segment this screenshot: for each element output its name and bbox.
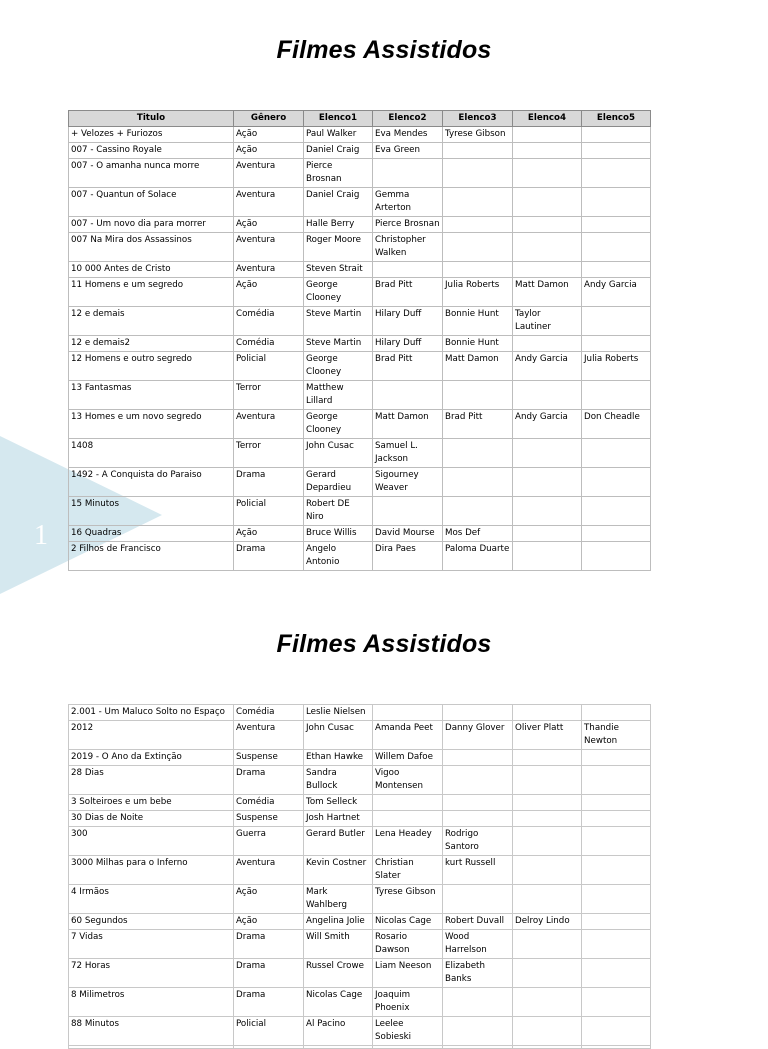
table-cell: Bonnie Hunt <box>443 336 513 352</box>
table-cell: George Clooney <box>304 278 373 307</box>
table-cell <box>443 381 513 410</box>
table-cell: Steve Martin <box>304 336 373 352</box>
table-cell <box>513 811 582 827</box>
table-row <box>69 262 651 278</box>
table-cell: Christopher Walken <box>373 233 443 262</box>
table-cell: Angelo Antonio <box>304 542 373 571</box>
table-cell: 2 Filhos de Francisco <box>69 542 234 571</box>
table-cell: David Mourse <box>373 526 443 542</box>
table-cell <box>582 750 651 766</box>
table-cell: Policial <box>234 352 304 381</box>
table-row <box>69 811 651 827</box>
column-header: Titulo <box>69 111 234 127</box>
table-cell <box>443 1046 513 1049</box>
table-row <box>69 410 651 439</box>
table-cell: Ação <box>234 127 304 143</box>
table-cell: Don Cheadle <box>582 410 651 439</box>
table-cell <box>513 381 582 410</box>
table-cell: Gerard Depardieu <box>304 468 373 497</box>
table-cell <box>443 143 513 159</box>
table-cell <box>443 159 513 188</box>
table-cell <box>513 497 582 526</box>
table-cell: 2.001 - Um Maluco Solto no Espaço <box>69 705 234 721</box>
table-cell: Kevin Costner <box>304 856 373 885</box>
table-cell: Sigourney Weaver <box>373 468 443 497</box>
table-cell: Eva Green <box>373 143 443 159</box>
table-row <box>69 381 651 410</box>
table-cell: Rodrigo Santoro <box>443 827 513 856</box>
table-cell <box>582 143 651 159</box>
table-cell <box>443 811 513 827</box>
table-cell <box>443 468 513 497</box>
table-cell <box>582 262 651 278</box>
table-cell: Ação <box>234 526 304 542</box>
table-cell: Halle Berry <box>304 217 373 233</box>
table-cell: Samuel L. Jackson <box>373 439 443 468</box>
table-cell: Hilary Duff <box>373 307 443 336</box>
table-cell <box>582 705 651 721</box>
page-title: Filmes Assistidos <box>276 630 492 658</box>
table-cell <box>582 542 651 571</box>
table-cell <box>582 217 651 233</box>
table-cell: Policial <box>234 1017 304 1046</box>
table-cell: 60 Segundos <box>69 914 234 930</box>
table-cell <box>513 1017 582 1046</box>
table-row <box>69 1017 651 1046</box>
table-cell: 11 Homens e um segredo <box>69 278 234 307</box>
table-cell: Bonnie Hunt <box>443 307 513 336</box>
table-cell: Hilary Duff <box>373 336 443 352</box>
table-cell: Robert Duvall <box>443 914 513 930</box>
table-cell <box>443 1017 513 1046</box>
table-cell <box>582 1017 651 1046</box>
table-cell <box>582 526 651 542</box>
table-row <box>69 188 651 217</box>
table-row <box>69 497 651 526</box>
page-gap <box>0 594 768 610</box>
table-row <box>69 885 651 914</box>
table-cell: Matt Damon <box>373 410 443 439</box>
table-cell: Danny Glover <box>443 721 513 750</box>
table-row <box>69 233 651 262</box>
table-cell <box>513 468 582 497</box>
table-cell: Suspense <box>234 750 304 766</box>
table-row <box>69 827 651 856</box>
slide-number: 1 <box>34 520 48 551</box>
table-cell <box>373 1046 443 1049</box>
table-cell: Leelee Sobieski <box>373 1017 443 1046</box>
table-cell: 12 e demais2 <box>69 336 234 352</box>
table-cell <box>582 885 651 914</box>
table-row <box>69 721 651 750</box>
table-cell <box>373 795 443 811</box>
table-cell <box>443 705 513 721</box>
table-cell: Comédia <box>234 705 304 721</box>
movies-table <box>68 704 651 1049</box>
table-cell: 16 Quadras <box>69 526 234 542</box>
table-cell: Eva Mendes <box>373 127 443 143</box>
table-header-row <box>69 111 651 127</box>
table-cell: + Velozes + Furiozos <box>69 127 234 143</box>
table-cell: John Cusac <box>304 439 373 468</box>
table-cell <box>582 930 651 959</box>
table-cell: Dira Paes <box>373 542 443 571</box>
table-cell: Terror <box>234 439 304 468</box>
table-cell <box>443 217 513 233</box>
table-row <box>69 959 651 988</box>
table-cell: Bruce Willis <box>304 526 373 542</box>
table-row <box>69 988 651 1017</box>
table-cell: Drama <box>234 988 304 1017</box>
table-cell: Ação <box>234 885 304 914</box>
table-cell <box>582 336 651 352</box>
table-row <box>69 750 651 766</box>
table-cell <box>513 262 582 278</box>
table-cell: Aventura <box>234 159 304 188</box>
table-cell: Ação <box>234 217 304 233</box>
table-cell <box>513 217 582 233</box>
table-cell <box>582 988 651 1017</box>
table-cell <box>513 159 582 188</box>
table-cell: Julia Roberts <box>582 352 651 381</box>
table-cell <box>582 468 651 497</box>
column-header: Elenco3 <box>443 111 513 127</box>
table-cell: Suspense <box>234 811 304 827</box>
table-cell <box>443 233 513 262</box>
table-cell <box>443 766 513 795</box>
table-cell: Comédia <box>234 795 304 811</box>
table-cell: Robert DE Niro <box>304 497 373 526</box>
column-header: Elenco2 <box>373 111 443 127</box>
table-cell: Drama <box>234 959 304 988</box>
table-cell: Andy Garcia <box>513 352 582 381</box>
table-cell: Al Pacino <box>304 1017 373 1046</box>
table-cell: 007 - Cassino Royale <box>69 143 234 159</box>
table-cell <box>582 233 651 262</box>
table-cell: Lena Headey <box>373 827 443 856</box>
column-header: Elenco1 <box>304 111 373 127</box>
table-cell: 10 000 Antes de Cristo <box>69 262 234 278</box>
table-cell: Policial <box>234 497 304 526</box>
table-cell: Drama <box>234 766 304 795</box>
table-cell: Comédia <box>234 307 304 336</box>
table-cell <box>582 959 651 988</box>
table-cell <box>582 127 651 143</box>
table-row <box>69 439 651 468</box>
table-cell: Ação <box>234 914 304 930</box>
table-cell: Liam Neeson <box>373 959 443 988</box>
table-row <box>69 526 651 542</box>
page-title: Filmes Assistidos <box>276 36 492 64</box>
table-row <box>69 468 651 497</box>
table-cell: 1492 - A Conquista do Paraiso <box>69 468 234 497</box>
table-cell <box>582 856 651 885</box>
table-cell: kurt Russell <box>443 856 513 885</box>
table-cell <box>304 1046 373 1049</box>
table-cell <box>513 526 582 542</box>
table-cell: Gemma Arterton <box>373 188 443 217</box>
table-cell: Mos Def <box>443 526 513 542</box>
table-cell: Aventura <box>234 233 304 262</box>
table-cell: Delroy Lindo <box>513 914 582 930</box>
table-cell: 007 - Quantun of Solace <box>69 188 234 217</box>
table-cell <box>582 307 651 336</box>
table-cell <box>443 188 513 217</box>
table-cell: Vigoo Montensen <box>373 766 443 795</box>
table-cell <box>582 766 651 795</box>
table-cell: Matt Damon <box>513 278 582 307</box>
table-row <box>69 143 651 159</box>
table-cell <box>443 439 513 468</box>
table-cell: Willem Dafoe <box>373 750 443 766</box>
table-cell: 4 Irmãos <box>69 885 234 914</box>
table-cell: 3 Solteiroes e um bebe <box>69 795 234 811</box>
table-cell: Tom Selleck <box>304 795 373 811</box>
table-cell <box>443 988 513 1017</box>
table-cell: Leslie Nielsen <box>304 705 373 721</box>
table-cell <box>513 705 582 721</box>
table-cell <box>582 188 651 217</box>
table-cell: Andy Garcia <box>513 410 582 439</box>
table-cell: Steve Martin <box>304 307 373 336</box>
table-row <box>69 930 651 959</box>
table-cell: Paul Walker <box>304 127 373 143</box>
table-cell: Andy Garcia <box>582 278 651 307</box>
table-cell: 2019 - O Ano da Extinção <box>69 750 234 766</box>
table-cell <box>513 930 582 959</box>
column-header: Elenco4 <box>513 111 582 127</box>
table-cell: 30 Dias de Noite <box>69 811 234 827</box>
table-row <box>69 705 651 721</box>
table-cell <box>513 885 582 914</box>
table-cell: Ação <box>234 278 304 307</box>
table-cell: John Cusac <box>304 721 373 750</box>
table-cell <box>513 542 582 571</box>
table-row <box>69 307 651 336</box>
table-cell: Aventura <box>234 721 304 750</box>
table-cell: 2012 <box>69 721 234 750</box>
table-cell: 3000 Milhas para o Inferno <box>69 856 234 885</box>
table-cell: Tyrese Gibson <box>443 127 513 143</box>
table-cell: Julia Roberts <box>443 278 513 307</box>
table-cell: 13 Homes e um novo segredo <box>69 410 234 439</box>
table-row <box>69 856 651 885</box>
table-cell: 15 Minutos <box>69 497 234 526</box>
table-cell: Terror <box>234 381 304 410</box>
table-cell: Angelina Jolie <box>304 914 373 930</box>
table-cell: George Clooney <box>304 352 373 381</box>
table-row <box>69 336 651 352</box>
table-cell: Amanda Peet <box>373 721 443 750</box>
table-row <box>69 127 651 143</box>
table-cell <box>582 159 651 188</box>
table-row <box>69 914 651 930</box>
table-cell: Nicolas Cage <box>304 988 373 1017</box>
table-cell: Joaquim Phoenix <box>373 988 443 1017</box>
column-header: Elenco5 <box>582 111 651 127</box>
table-cell <box>443 750 513 766</box>
table-cell <box>513 188 582 217</box>
table-cell: Roger Moore <box>304 233 373 262</box>
table-cell <box>582 811 651 827</box>
table-row <box>69 159 651 188</box>
table-cell: Brad Pitt <box>373 278 443 307</box>
table-cell <box>513 766 582 795</box>
table-cell: Gerard Butler <box>304 827 373 856</box>
table-cell <box>373 381 443 410</box>
table-row <box>69 352 651 381</box>
table-cell <box>443 262 513 278</box>
table-cell: Daniel Craig <box>304 143 373 159</box>
table-cell <box>443 795 513 811</box>
table-cell: Daniel Craig <box>304 188 373 217</box>
table-cell: Drama <box>234 542 304 571</box>
table-cell: Pierce Brosnan <box>373 217 443 233</box>
table-cell: 007 - Um novo dia para morrer <box>69 217 234 233</box>
table-cell <box>373 705 443 721</box>
table-cell <box>373 159 443 188</box>
table-cell: Drama <box>234 930 304 959</box>
table-cell: 8 Milimetros <box>69 988 234 1017</box>
table-cell: Drama <box>234 468 304 497</box>
table-cell <box>582 381 651 410</box>
table-cell: Tyrese Gibson <box>373 885 443 914</box>
table-cell: Sandra Bullock <box>304 766 373 795</box>
table-row <box>69 217 651 233</box>
table-cell: Christian Slater <box>373 856 443 885</box>
table-cell: George Clooney <box>304 410 373 439</box>
table-cell <box>443 497 513 526</box>
table-cell: 13 Fantasmas <box>69 381 234 410</box>
table-cell: Aventura <box>234 262 304 278</box>
table-cell: Steven Strait <box>304 262 373 278</box>
table-cell <box>513 856 582 885</box>
table-cell <box>373 811 443 827</box>
table-row <box>69 795 651 811</box>
table-cell <box>513 750 582 766</box>
table-cell: Elizabeth Banks <box>443 959 513 988</box>
table-cell <box>513 336 582 352</box>
table-cell <box>513 1046 582 1049</box>
table-cell <box>513 233 582 262</box>
table-cell <box>443 885 513 914</box>
table-cell <box>373 262 443 278</box>
movies-table <box>68 110 651 571</box>
table-cell: 12 Homens e outro segredo <box>69 352 234 381</box>
table-cell: Russel Crowe <box>304 959 373 988</box>
table-cell: Matt Damon <box>443 352 513 381</box>
table-cell <box>513 988 582 1017</box>
table-cell: 007 - O amanha nunca morre <box>69 159 234 188</box>
table-cell: 7 Vidas <box>69 930 234 959</box>
table-cell: Brad Pitt <box>443 410 513 439</box>
table-cell: Paloma Duarte <box>443 542 513 571</box>
table-cell: Will Smith <box>304 930 373 959</box>
table-cell: 300 <box>69 827 234 856</box>
table-cell: Matthew Lillard <box>304 381 373 410</box>
table-cell: 88 Minutos <box>69 1017 234 1046</box>
table-cell: Aventura <box>234 188 304 217</box>
table-cell: 1408 <box>69 439 234 468</box>
table-cell <box>582 827 651 856</box>
table-cell <box>513 127 582 143</box>
table-cell: Brad Pitt <box>373 352 443 381</box>
table-cell <box>582 795 651 811</box>
table-cell: Aventura <box>234 856 304 885</box>
table-cell: Taylor Lautiner <box>513 307 582 336</box>
table-cell <box>582 1046 651 1049</box>
table-cell: Rosario Dawson <box>373 930 443 959</box>
table-cell: Mark Wahlberg <box>304 885 373 914</box>
table-cell: Oliver Platt <box>513 721 582 750</box>
table-row <box>69 766 651 795</box>
table-cell: Ação <box>234 143 304 159</box>
table-cell: Aventura <box>234 410 304 439</box>
table-cell <box>373 497 443 526</box>
table-cell: 72 Horas <box>69 959 234 988</box>
table-cell: Comédia <box>234 336 304 352</box>
table-cell <box>513 827 582 856</box>
table-row <box>69 542 651 571</box>
table-cell <box>582 497 651 526</box>
table-cell: Pierce Brosnan <box>304 159 373 188</box>
table-cell: Wood Harrelson <box>443 930 513 959</box>
table-row <box>69 1046 651 1049</box>
table-cell: 007 Na Mira dos Assassinos <box>69 233 234 262</box>
table-cell <box>69 1046 234 1049</box>
table-cell: Josh Hartnet <box>304 811 373 827</box>
table-cell <box>513 439 582 468</box>
table-cell <box>513 959 582 988</box>
column-header: Gênero <box>234 111 304 127</box>
table-cell: 28 Dias <box>69 766 234 795</box>
table-cell <box>582 914 651 930</box>
table-cell: Guerra <box>234 827 304 856</box>
table-cell: Thandie Newton <box>582 721 651 750</box>
table-cell: 12 e demais <box>69 307 234 336</box>
document-page-2 <box>0 610 768 1042</box>
table-cell <box>234 1046 304 1049</box>
table-cell <box>513 143 582 159</box>
table-cell <box>582 439 651 468</box>
table-row <box>69 278 651 307</box>
table-cell: Nicolas Cage <box>373 914 443 930</box>
table-cell: Ethan Hawke <box>304 750 373 766</box>
table-cell <box>513 795 582 811</box>
